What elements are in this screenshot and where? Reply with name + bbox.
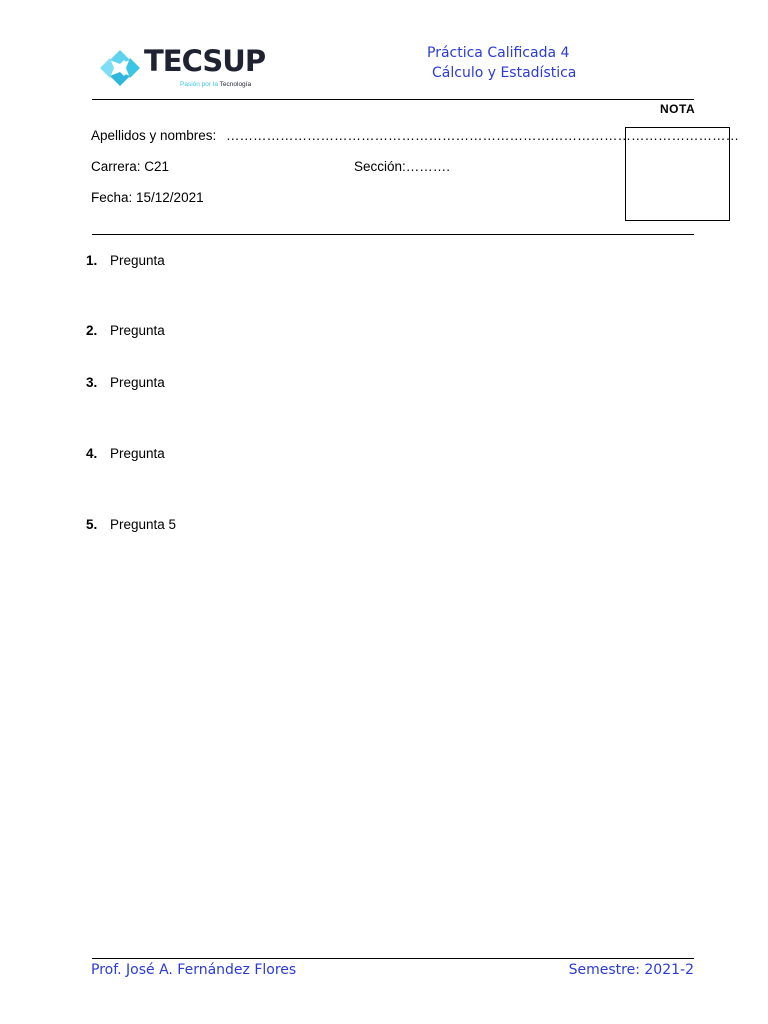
- question-number: 3.: [86, 375, 98, 390]
- document-title: Práctica Calificada 4: [427, 45, 570, 61]
- seccion-field: Sección:……….: [354, 159, 451, 174]
- header-bottom-divider: [92, 234, 694, 235]
- logo-wordmark: TECSUP: [144, 44, 266, 78]
- tecsup-logo: [88, 38, 268, 96]
- question-number: 2.: [86, 323, 98, 338]
- question-number: 1.: [86, 253, 98, 268]
- question-3: [86, 375, 165, 390]
- question-number: 4.: [86, 446, 98, 461]
- question-text: Pregunta: [110, 375, 165, 390]
- logo-tagline: [180, 81, 251, 88]
- document-subtitle: Cálculo y Estadística: [432, 65, 577, 81]
- footer-divider: [92, 958, 694, 959]
- question-text: Pregunta: [110, 253, 165, 268]
- footer-semester: Semestre: 2021-2: [568, 962, 694, 978]
- carrera-field: Carrera: C21: [91, 159, 170, 174]
- footer-professor: Prof. José A. Fernández Flores: [91, 962, 297, 978]
- question-1: [86, 253, 165, 268]
- top-divider: [92, 99, 694, 100]
- fecha-field: Fecha: 15/12/2021: [91, 190, 204, 205]
- question-text: Pregunta: [110, 323, 165, 338]
- question-2: [86, 323, 165, 338]
- question-text: Pregunta 5: [110, 517, 177, 532]
- logo-tagline-part1: Pasión por la: [180, 81, 218, 88]
- apellidos-label: Apellidos y nombres:: [91, 128, 217, 143]
- question-text: Pregunta: [110, 446, 165, 461]
- logo-tagline-part2: Tecnología: [219, 81, 252, 88]
- question-number: 5.: [86, 517, 98, 532]
- tecsup-logo-mark-icon: [98, 48, 142, 88]
- apellidos-fill-line: ……………………………………………………………………………………………………: [226, 128, 739, 143]
- question-4: [86, 446, 165, 461]
- nota-label: NOTA: [660, 102, 696, 116]
- question-5: [86, 517, 176, 532]
